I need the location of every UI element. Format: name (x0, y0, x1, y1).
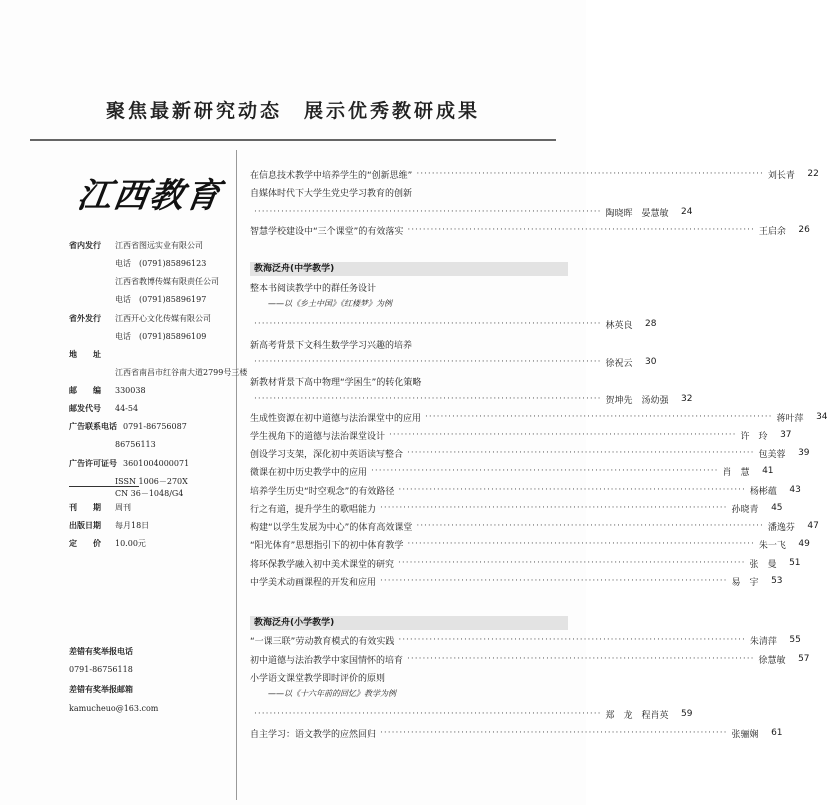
info-label: 地 址 (69, 350, 101, 359)
toc-entry-author: 郑 龙 程肖英 (605, 710, 669, 721)
publication-info-row (69, 488, 183, 499)
toc-entry-page: 34 (816, 412, 828, 422)
dot-leader: ·························································································· (407, 225, 755, 235)
toc-entry[interactable] (250, 410, 828, 424)
toc-entry[interactable] (250, 707, 693, 721)
publication-info-row (69, 502, 131, 513)
toc-entry-title: “一课三联”劳动教育模式的有效实践 (250, 636, 395, 647)
info-value: CN 36－1048/G4 (115, 489, 184, 498)
toc-entry[interactable] (250, 205, 693, 219)
info-value: 江西省图远实业有限公司 (115, 241, 203, 250)
toc-entry-page: 47 (807, 521, 819, 531)
publication-info-row (69, 538, 146, 549)
dot-leader: ·························································································· (254, 394, 602, 404)
info-value: 每月18日 (115, 521, 150, 530)
toc-entry-page: 26 (798, 225, 810, 235)
info-label: 邮 编 (69, 386, 101, 395)
toc-entry-title: 自主学习：语文教学的应然回归 (250, 729, 377, 740)
toc-entry-title: 学生视角下的道德与法治课堂设计 (250, 431, 386, 442)
publication-info-row (69, 520, 149, 531)
info-value: 330038 (115, 386, 146, 395)
publication-info-row (69, 367, 247, 378)
toc-entry-page: 57 (798, 654, 810, 664)
toc-entry[interactable] (250, 374, 568, 388)
toc-entry-author: 徐慧敏 (758, 655, 786, 666)
dot-leader: ·························································································· (407, 654, 755, 664)
toc-entry-author: 贺坤先 汤幼强 (605, 395, 669, 406)
page-headline: 聚焦最新研究动态 展示优秀教研成果 (105, 100, 480, 122)
dot-leader: ·························································································· (371, 466, 719, 476)
toc-entry-author: 张 曼 (749, 559, 777, 570)
toc-entry-page: 22 (807, 169, 819, 179)
toc-entry[interactable] (250, 392, 693, 406)
toc-entry[interactable] (250, 464, 774, 478)
toc-entry-author: 徐祝云 (605, 358, 633, 369)
info-label: 出版日期 (69, 521, 101, 530)
toc-entry-page: 37 (780, 430, 792, 440)
toc-entry-title: 构建“以学生发展为中心”的体育高效课堂 (250, 522, 413, 533)
toc-entry-author: 肖 慧 (722, 467, 750, 478)
toc-entry-page: 55 (789, 635, 801, 645)
info-value: 3601004000071 (123, 459, 190, 468)
toc-entry-author: 潘逸芬 (767, 522, 795, 533)
report-email-label: 差错有奖举报邮箱 (69, 685, 133, 694)
info-label: 邮发代号 (69, 404, 101, 413)
info-value: 江西开心文化传媒有限公司 (115, 314, 211, 323)
toc-entry-title: 将环保教学融入初中美术课堂的研究 (250, 559, 395, 570)
publication-info-row (69, 421, 187, 432)
journal-logo: 江西教育 (74, 176, 225, 216)
toc-entry-author: 朱一飞 (758, 540, 786, 551)
toc-entry-author: 包美蓉 (758, 449, 786, 460)
toc-entry[interactable] (250, 446, 810, 460)
toc-entry[interactable] (250, 280, 568, 294)
dot-leader: ·························································································· (254, 357, 602, 367)
toc-entry[interactable] (250, 670, 568, 684)
toc-entry[interactable] (250, 355, 657, 369)
toc-entry-author: 王启余 (758, 226, 786, 237)
toc-entry-page: 61 (771, 728, 783, 738)
toc-subtitle: ——以《十六年前的回忆》教学为例 (268, 689, 396, 698)
header-rule (30, 139, 556, 141)
info-label: 定 价 (69, 539, 101, 548)
toc-entry-page: 24 (681, 207, 693, 217)
toc-entry[interactable] (250, 537, 810, 551)
toc-entry-page: 49 (798, 539, 810, 549)
info-value: 周刊 (115, 503, 131, 512)
dot-leader: ·························································································· (398, 485, 746, 495)
section-heading-middle-school: 教海泛舟(中学教学) (250, 262, 568, 276)
toc-entry-title: 创设学习支架，深化初中英语读写整合 (250, 449, 404, 460)
toc-entry[interactable] (250, 167, 819, 181)
toc-entry[interactable] (250, 223, 810, 237)
publication-info-row (69, 458, 189, 469)
toc-entry-page: 45 (771, 503, 783, 513)
toc-entry[interactable] (250, 726, 783, 740)
publication-info-row (69, 258, 206, 269)
info-label: 刊 期 (69, 503, 101, 512)
info-label: 省内发行 (69, 241, 101, 250)
info-label: 广告许可证号 (69, 459, 117, 468)
dot-leader: ·························································································· (416, 169, 764, 179)
toc-entry-author: 林英良 (605, 320, 633, 331)
dot-leader: ·························································································· (407, 448, 755, 458)
dot-leader: ·························································································· (254, 319, 602, 329)
info-value: 86756113 (115, 440, 156, 449)
issn-underline (69, 486, 139, 487)
toc-entry[interactable] (250, 519, 819, 533)
toc-entry-title: 微课在初中历史教学中的应用 (250, 467, 368, 478)
publication-info-row (69, 331, 206, 342)
toc-entry-title: 在信息技术教学中培养学生的“创新思维” (250, 170, 413, 181)
toc-entry-title: 整本书阅读教学中的群任务设计 (250, 283, 377, 294)
toc-entry-page: 32 (681, 394, 693, 404)
toc-entry-title: 中学美术动画课程的开发和应用 (250, 577, 377, 588)
dot-leader: ·························································································· (407, 539, 755, 549)
toc-entry-author: 孙晓青 (731, 504, 759, 515)
toc-entry-title: “阳光体育”思想指引下的初中体育教学 (250, 540, 404, 551)
toc-entry-title: 初中道德与法治教学中家国情怀的培育 (250, 655, 404, 666)
toc-entry[interactable] (250, 483, 801, 497)
toc-entry-title: 行之有道，提升学生的歌唱能力 (250, 504, 377, 515)
toc-entry[interactable] (250, 556, 801, 570)
toc-entry-title: 自媒体时代下大学生党史学习教育的创新 (250, 188, 413, 199)
toc-entry-page: 53 (771, 576, 783, 586)
toc-entry[interactable] (250, 501, 783, 515)
info-value: 44-54 (115, 404, 139, 413)
dot-leader: ·························································································· (398, 558, 746, 568)
toc-entry-author: 陶晓晖 晏慧敏 (605, 208, 669, 219)
toc-entry-author: 刘长青 (767, 170, 795, 181)
dot-leader: ·························································································· (254, 207, 602, 217)
publication-info-row (69, 349, 115, 360)
toc-entry[interactable] (250, 652, 810, 666)
publication-info-row (69, 385, 146, 396)
toc-entry-title: 新高考背景下文科生数学学习兴趣的培养 (250, 340, 413, 351)
dot-leader: ·························································································· (425, 412, 773, 422)
toc-entry-page: 51 (789, 558, 801, 568)
toc-entry-page: 39 (798, 448, 810, 458)
info-value: 电话 (0791)85896123 (115, 259, 207, 268)
dot-leader: ·························································································· (416, 521, 764, 531)
toc-entry-title: 智慧学校建设中“三个课堂”的有效落实 (250, 226, 404, 237)
publication-info-row (69, 403, 138, 414)
toc-entry[interactable] (250, 633, 801, 647)
report-email: kamucheuo@163.com (69, 704, 159, 713)
toc-entry-author: 易 宇 (731, 577, 759, 588)
info-value: 10.00元 (115, 539, 146, 548)
info-value: 江西省南昌市红谷南大道2799号三楼 (115, 368, 248, 377)
publication-info-row (69, 439, 156, 450)
toc-entry-title: 生成性资源在初中道德与法治课堂中的应用 (250, 413, 422, 424)
publication-info-row (69, 240, 203, 251)
info-value: 电话 (0791)85896197 (115, 295, 207, 304)
report-phone-label: 差错有奖举报电话 (69, 647, 133, 656)
dot-leader: ·························································································· (389, 430, 737, 440)
toc-entry-page: 43 (789, 485, 801, 495)
toc-entry-title: 小学语文课堂教学即时评价的原则 (250, 673, 386, 684)
publication-info-row (69, 313, 211, 324)
dot-leader: ·························································································· (380, 728, 728, 738)
toc-entry-author: 杨彬蕴 (749, 486, 777, 497)
dot-leader: ·························································································· (398, 635, 746, 645)
info-label: 省外发行 (69, 314, 101, 323)
toc-entry-page: 30 (645, 357, 657, 367)
report-phone: 0791-86756118 (69, 665, 133, 674)
publication-info-row (69, 276, 219, 287)
toc-entry-author: 许 玲 (740, 431, 768, 442)
toc-entry-title: 培养学生历史“时空观念”的有效路径 (250, 486, 395, 497)
info-value: 0791-86756087 (123, 422, 187, 431)
toc-entry[interactable] (250, 185, 568, 199)
toc-entry[interactable] (250, 574, 783, 588)
toc-entry-page: 59 (681, 709, 693, 719)
toc-entry-author: 张骊娴 (731, 729, 759, 740)
toc-entry-page: 41 (762, 466, 774, 476)
dot-leader: ·························································································· (380, 576, 728, 586)
info-value: 电话 (0791)85896109 (115, 332, 207, 341)
dot-leader: ·························································································· (254, 709, 602, 719)
toc-subtitle: ——以《乡土中国》《红楼梦》为例 (268, 299, 392, 308)
toc-entry[interactable] (250, 317, 657, 331)
toc-entry[interactable] (250, 428, 792, 442)
toc-entry-author: 蒋叶萍 (776, 413, 804, 424)
dot-leader: ·························································································· (380, 503, 728, 513)
toc-entry-title: 新教材背景下高中物理“学困生”的转化策略 (250, 377, 422, 388)
toc-entry-page: 28 (645, 319, 657, 329)
column-divider (236, 150, 237, 800)
toc-entry[interactable] (250, 337, 568, 351)
info-value: 江西省教博传媒有限责任公司 (115, 277, 219, 286)
publication-info-row (69, 294, 206, 305)
info-label: 广告联系电话 (69, 422, 117, 431)
toc-entry-author: 朱清萍 (749, 636, 777, 647)
info-value: ISSN 1006－270X (115, 477, 188, 486)
section-heading-primary-school: 教海泛舟(小学教学) (250, 616, 568, 630)
